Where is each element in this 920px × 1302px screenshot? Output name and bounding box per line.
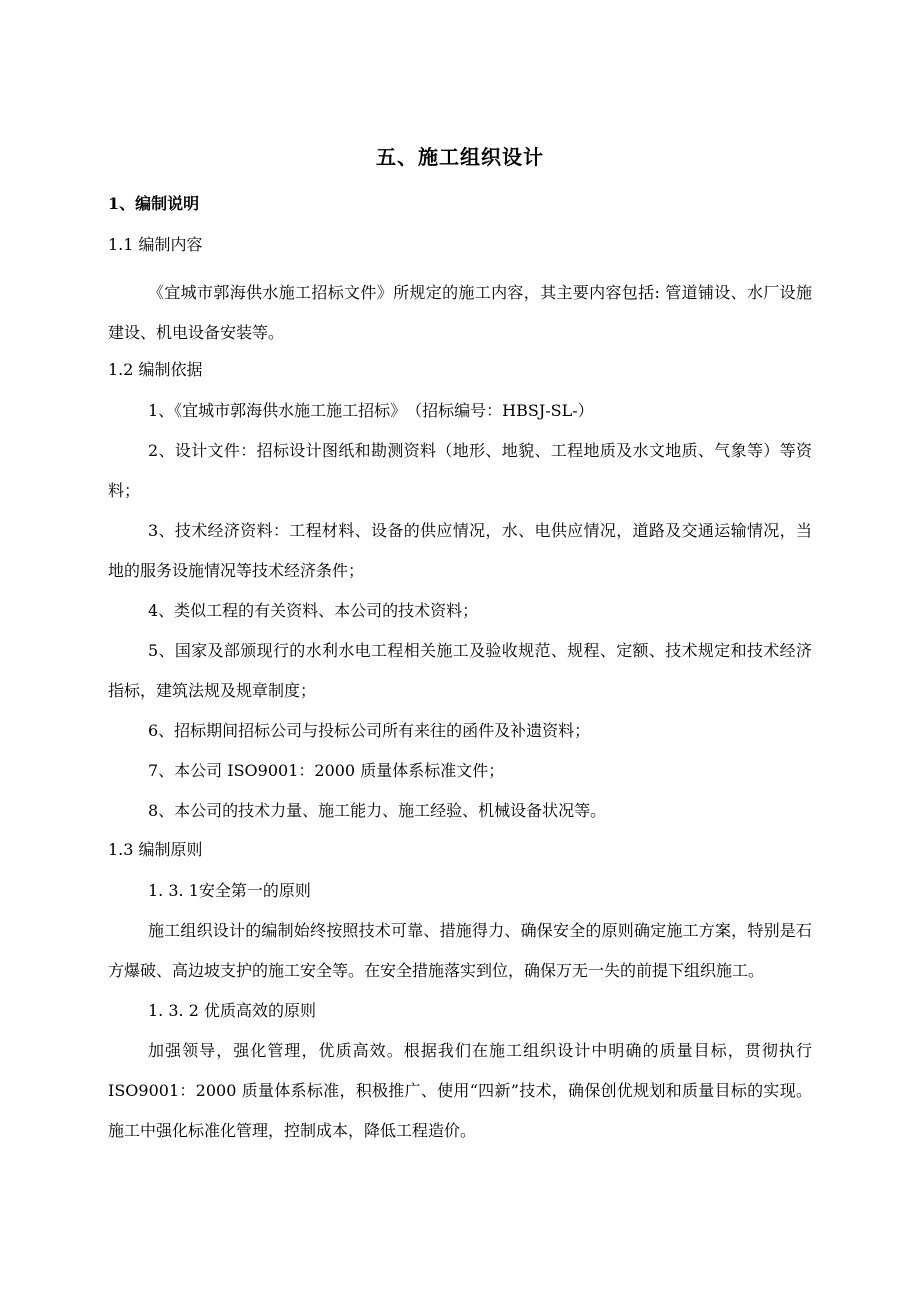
subsection-heading: 1.1 编制内容 [108, 235, 203, 254]
basis-item: 1、《宜城市郭海供水施工施工招标》 （招标编号：HBSJ-SL-） [148, 401, 594, 420]
basis-item: 4、类似工程的有关资料、本公司的技术资料； [148, 601, 479, 620]
paragraph: 施工组织设计的编制始终按照技术可靠、措施得力、确保安全的原则确定施工方案，特别是石方爆破、高边坡支护的施工安全等。在安全措施落实到位，确保万无一失的前提下组织施工。 [108, 921, 812, 980]
subsection-heading: 1.2 编制依据 [108, 360, 203, 379]
paragraph: 加强领导，强化管理，优质高效。根据我们在施工组织设计中明确的质量目标，贯彻执行 ISO9001：2000 质量体系标准，积极推广、使用“四新”技术，确保创优规划和质量目标的实现。施工中强化标准化管理，控制成本，降低工程造价。 [108, 1041, 812, 1140]
principle-heading: 1. 3. 1安全第一的原则 [148, 881, 311, 900]
basis-item: 2、设计文件：招标设计图纸和勘测资料（地形、地貌、工程地质及水文地质、气象等）等资料； [108, 441, 812, 500]
basis-item: 7、本公司 ISO9001：2000 质量体系标准文件； [148, 761, 505, 780]
basis-item: 5、国家及部颁现行的水利水电工程相关施工及验收规范、规程、定额、技术规定和技术经济指标，建筑法规及规章制度； [108, 641, 812, 700]
basis-item: 3、技术经济资料：工程材料、设备的供应情况，水、电供应情况，道路及交通运输情况，当地的服务设施情况等技术经济条件； [108, 521, 812, 580]
basis-item: 8、本公司的技术力量、施工能力、施工经验、机械设备状况等。 [148, 801, 607, 820]
basis-item: 6、招标期间招标公司与投标公司所有来往的函件及补遗资料； [148, 721, 591, 740]
section-heading: 1、编制说明 [108, 194, 200, 213]
principle-heading: 1. 3. 2 优质高效的原则 [148, 1001, 316, 1020]
paragraph: 《宜城市郭海供水施工招标文件》所规定的施工内容，其主要内容包括: 管道铺设、水厂设施建设、机电设备安装等。 [108, 283, 812, 342]
subsection-heading: 1.3 编制原则 [108, 840, 203, 859]
document-title: 五、施工组织设计 [376, 145, 544, 169]
